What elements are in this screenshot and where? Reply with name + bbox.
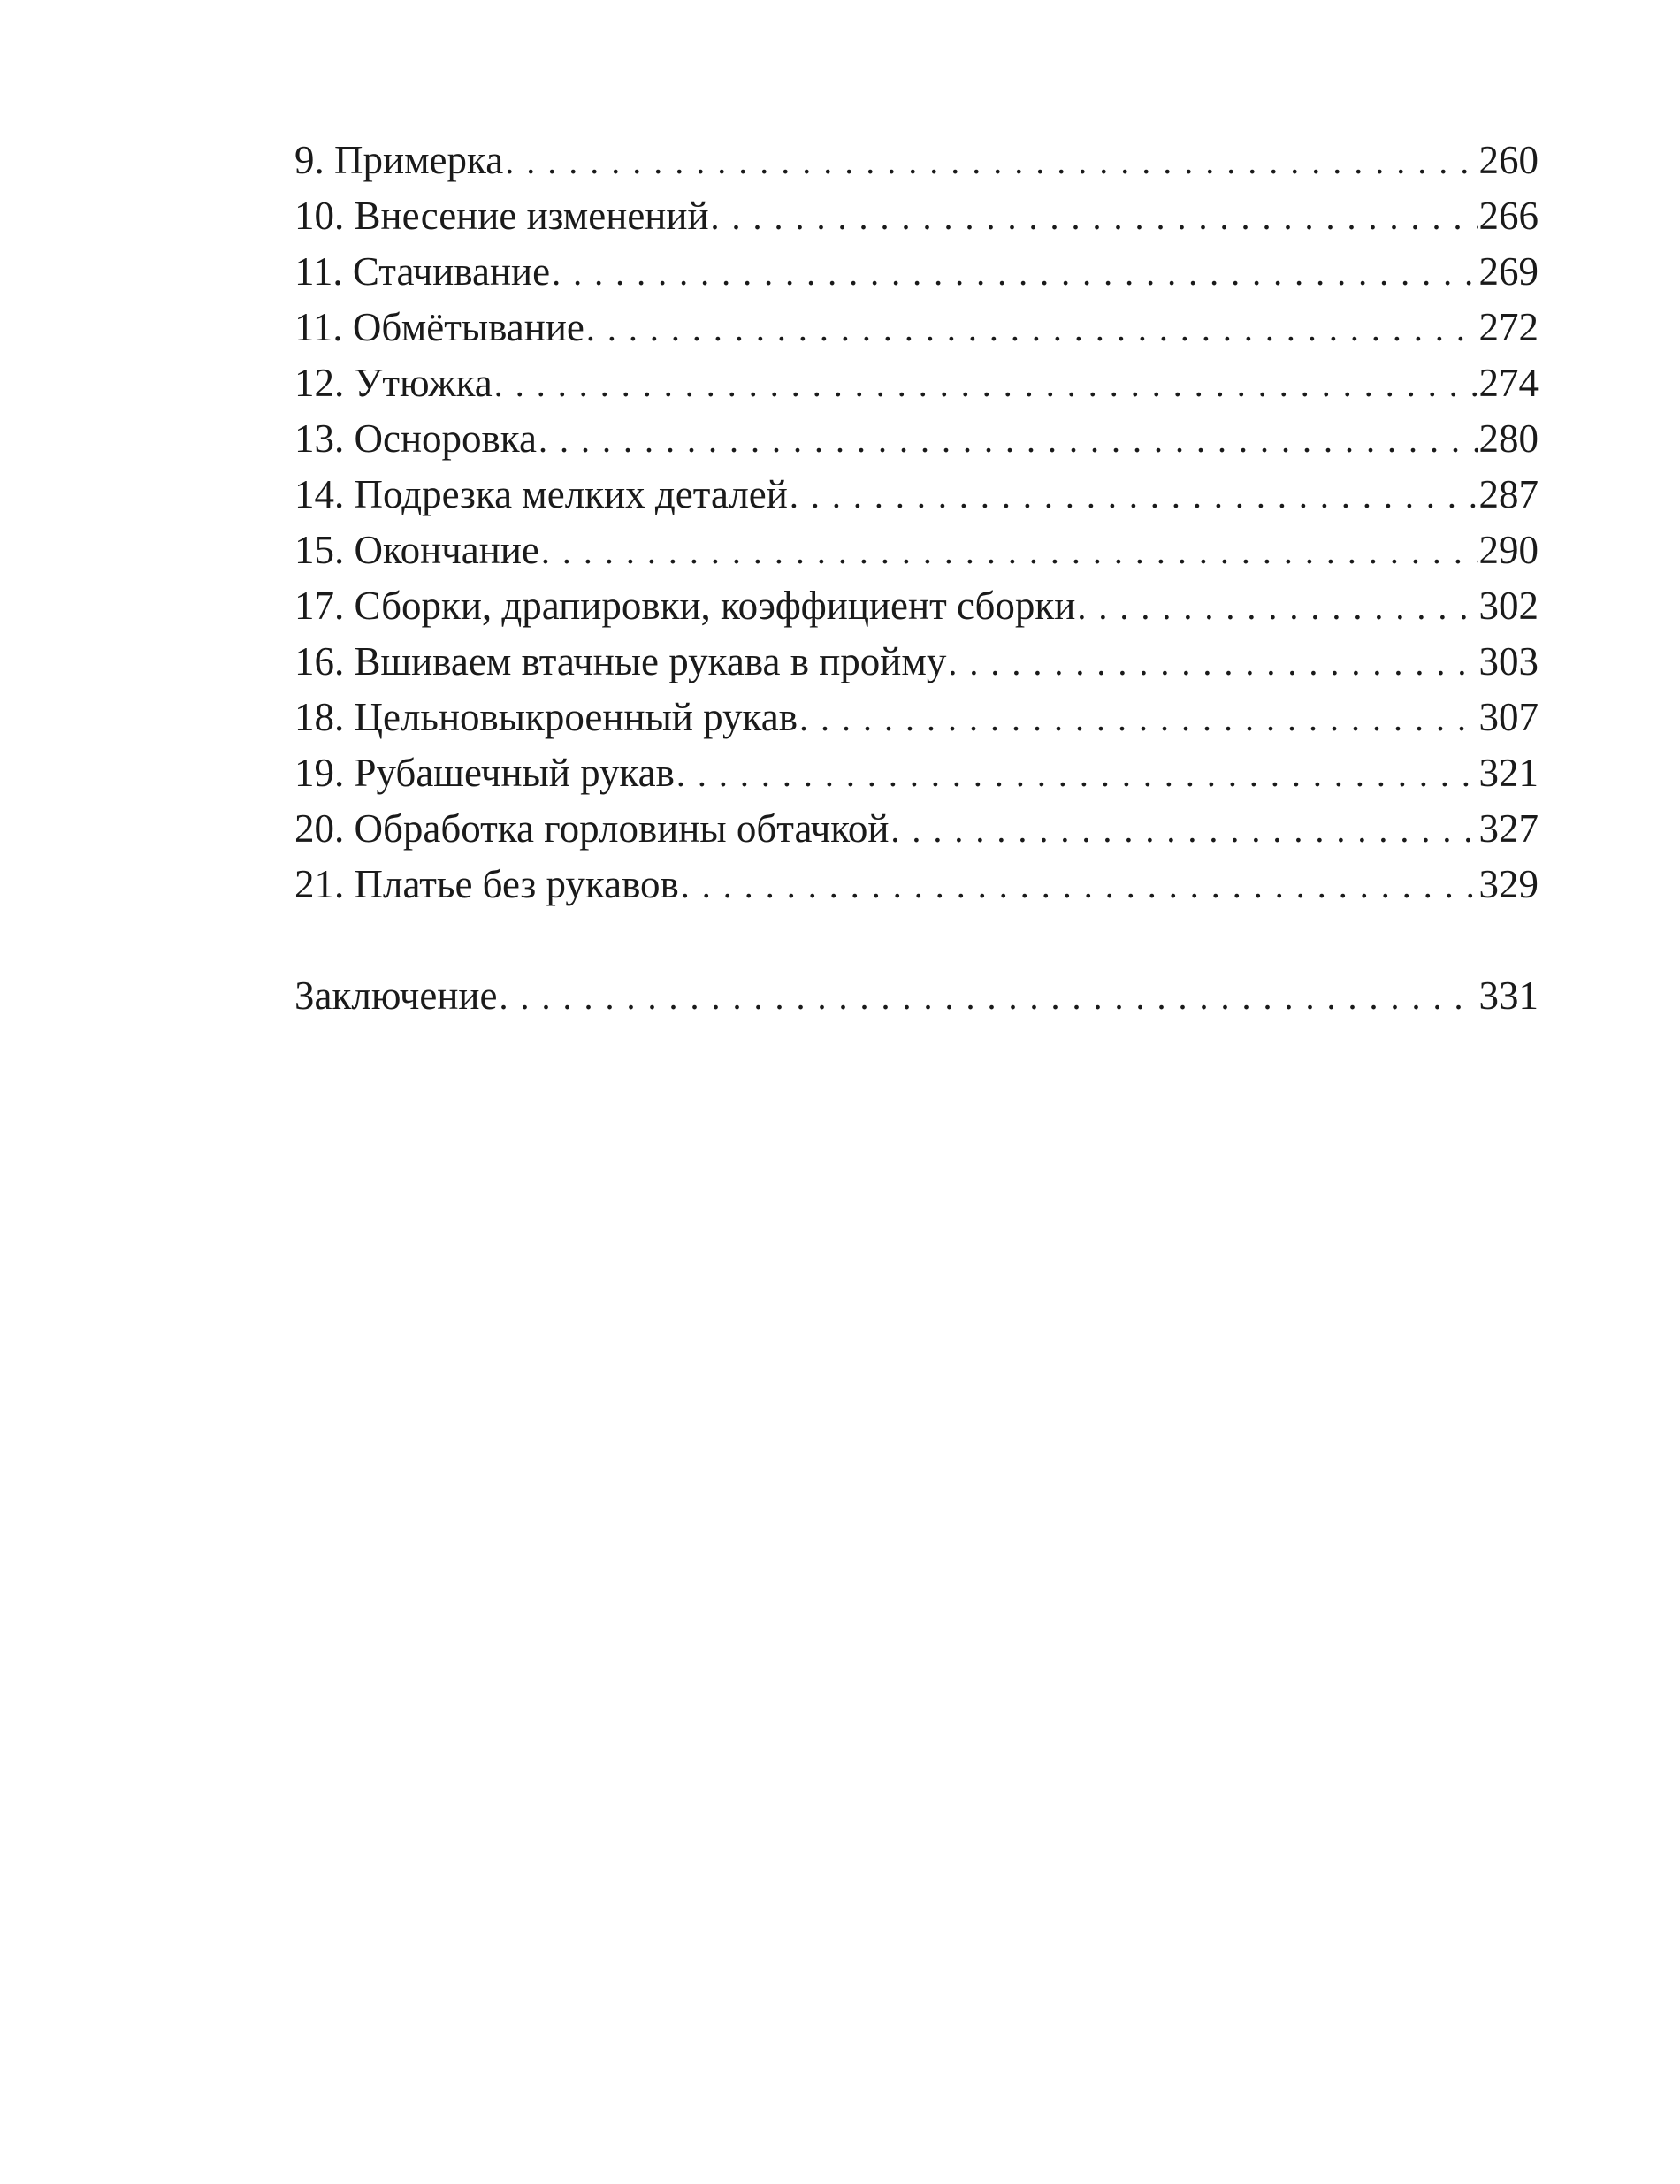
toc-entry-title: Заключение: [294, 974, 498, 1018]
toc-entry-page: 321: [1478, 751, 1539, 795]
toc-entry-title: 9. Примерка: [294, 138, 504, 182]
section-gap: [294, 913, 1539, 968]
toc-entry-title: 12. Утюжка: [294, 361, 493, 405]
dot-leader: [890, 801, 1477, 858]
toc-entry: [294, 745, 1539, 801]
toc-entry-title: 14. Подрезка мелких деталей: [294, 472, 788, 516]
dot-leader: [505, 133, 1477, 189]
dot-leader: [711, 188, 1478, 245]
toc-entry: [294, 578, 1539, 634]
dot-leader: [790, 467, 1478, 523]
dot-leader: [586, 300, 1478, 356]
toc-entry: [294, 801, 1539, 857]
toc-entry-title: 13. Осноровка: [294, 416, 537, 461]
dot-leader: [552, 244, 1477, 301]
toc-entry-page: 290: [1478, 528, 1539, 572]
toc-entry-page: 327: [1478, 806, 1539, 851]
toc-entry: [294, 411, 1539, 467]
toc-entry: [294, 523, 1539, 578]
toc-entry-title: 17. Сборки, драпировки, коэффициент сборки: [294, 584, 1076, 628]
toc-entry-title: 16. Вшиваем втачные рукава в пройму: [294, 639, 947, 683]
toc-entry-title: 11. Обмётывание: [294, 305, 584, 349]
toc-entry: [294, 300, 1539, 355]
dot-leader: [499, 968, 1477, 1025]
toc-entry-page: 329: [1478, 862, 1539, 906]
dot-leader: [799, 690, 1478, 746]
toc-entry-page: 272: [1478, 305, 1539, 349]
toc-entry-page: 274: [1478, 361, 1539, 405]
toc-entry-title: 19. Рубашечный рукав: [294, 751, 675, 795]
toc-entry-title: 21. Платье без рукавов: [294, 862, 679, 906]
toc-entry-page: 287: [1478, 472, 1539, 516]
toc-entry: [294, 634, 1539, 690]
toc-entry-title: 18. Цельновыкроенный рукав: [294, 695, 798, 739]
toc-entry-page: 266: [1478, 194, 1539, 238]
toc-entry-conclusion: [294, 968, 1539, 1024]
dot-leader: [1077, 578, 1477, 635]
toc-entry-page: 269: [1478, 249, 1539, 294]
toc-entry-title: 11. Стачивание: [294, 249, 551, 294]
toc-entry-page: 302: [1478, 584, 1539, 628]
dot-leader: [681, 857, 1478, 913]
toc-entry-title: 20. Обработка горловины обтачкой: [294, 806, 890, 851]
toc-entry: [294, 133, 1539, 188]
dot-leader: [538, 411, 1478, 468]
toc-entry-title: 15. Окончание: [294, 528, 539, 572]
toc-entry-title: 10. Внесение изменений: [294, 194, 709, 238]
toc-entry: [294, 244, 1539, 300]
toc-entry: [294, 188, 1539, 244]
toc-entry: [294, 690, 1539, 745]
toc-entry-page: 307: [1478, 695, 1539, 739]
dot-leader: [948, 634, 1477, 691]
dot-leader: [541, 523, 1478, 579]
table-of-contents: [294, 133, 1539, 1024]
toc-entry: [294, 857, 1539, 913]
toc-entry-page: 303: [1478, 639, 1539, 683]
toc-entry-page: 331: [1478, 974, 1539, 1018]
dot-leader: [494, 355, 1478, 412]
toc-entry: [294, 467, 1539, 523]
toc-entry: [294, 355, 1539, 411]
toc-entry-page: 280: [1478, 416, 1539, 461]
dot-leader: [676, 745, 1478, 802]
toc-entry-page: 260: [1478, 138, 1539, 182]
